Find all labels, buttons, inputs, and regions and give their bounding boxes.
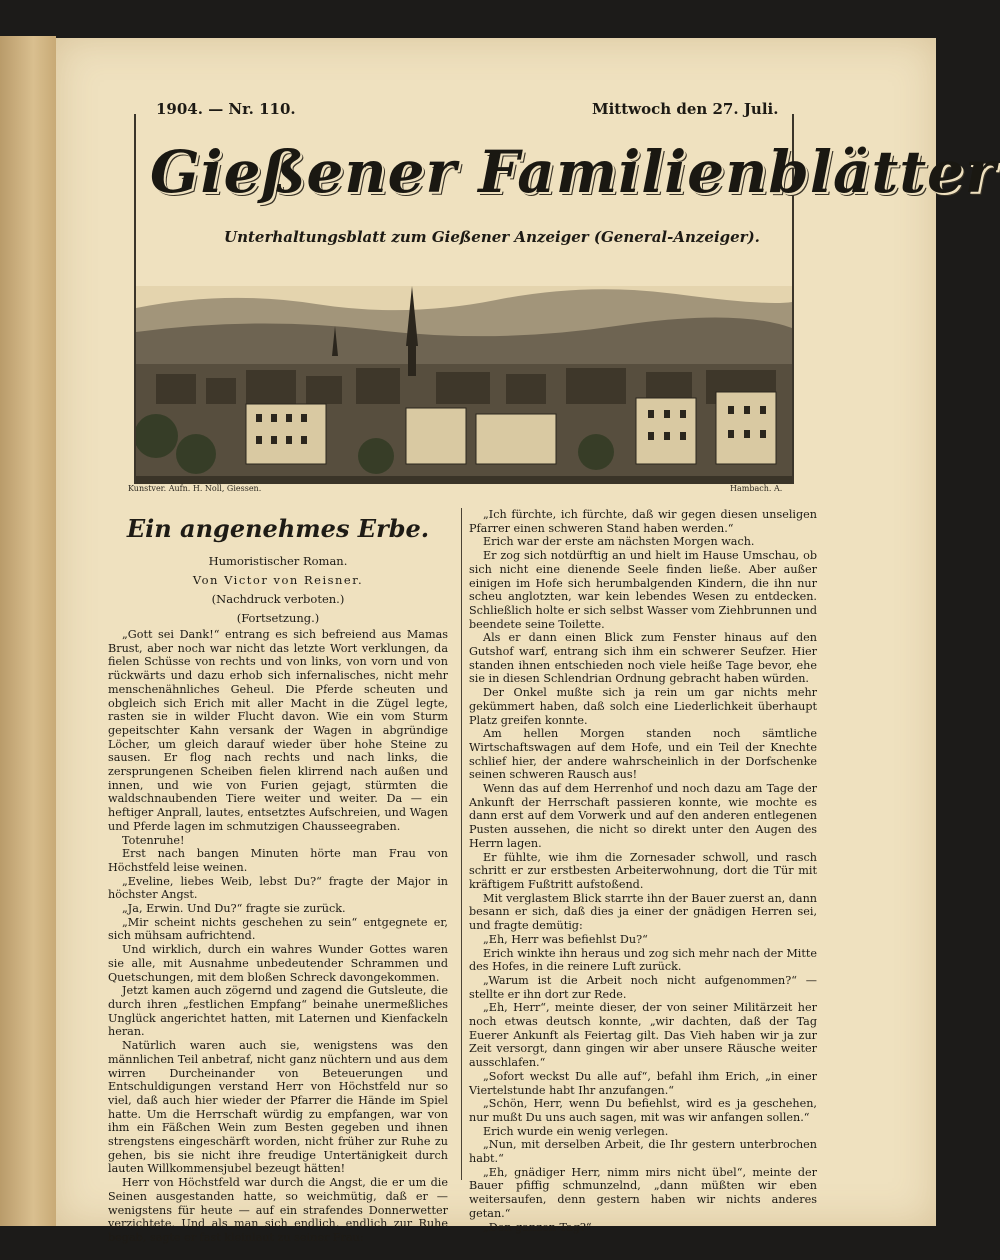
- article-right-column: [469, 508, 817, 1234]
- paragraph: Am hellen Morgen standen noch sämtliche Wirtschaftswagen auf dem Hofe, und ein Teil der Knechte schlief hier, der andere wahrscheinlich in der Dorfschenke seinen schweren Rausch aus!: [469, 727, 817, 782]
- paragraph: „Schön, Herr, wenn Du befiehlst, wird es ja geschehen, nur mußt Du uns auch sagen, mit was wir anfangen sollen.“: [469, 1097, 817, 1124]
- paragraph: „Warum ist die Arbeit noch nicht aufgenommen?“ — stellte er ihn dort zur Rede.: [469, 973, 817, 1001]
- paragraph: „Den ganzen Tag?“: [483, 1220, 592, 1234]
- continuation-note: (Fortsetzung.): [236, 611, 320, 625]
- paragraph: Herr von Höchstfeld war durch die Angst, die er um die Seinen ausgestanden hatte, so weichmütig, daß er — wenigstens für heute — auf ein strafendes Donnerwetter verzichtete. Und als man sich endlich, endlich zur Ruhe begab, sagte er fast kleinlaut zu seiner Frau:: [108, 1176, 448, 1244]
- paragraph: Der Onkel mußte sich ja rein um gar nichts mehr gekümmert haben, daß solch eine Liederlichkeit überhaupt Platz greifen konnte.: [469, 686, 817, 727]
- newspaper-page: [56, 38, 997, 1244]
- paragraph: Totenruhe!: [122, 833, 185, 847]
- paragraph: „Mir scheint nichts geschehen zu sein“ entgegnete er, sich mühsam aufrichtend.: [108, 915, 448, 943]
- issue-date: Mittwoch den 27. Juli.: [592, 100, 779, 118]
- paragraph: Jetzt kamen auch zögernd und zagend die Gutsleute, die durch ihren „festlichen Empfang“ beinahe unermeßliches Unglück angerichtet hatten, mit Laternen und Kienfackeln heran.: [108, 984, 448, 1039]
- masthead-title: Gießener Familienblätter: [150, 138, 997, 206]
- paragraph: „Sofort weckst Du alle auf“, befahl ihm Erich, „in einer Viertelstunde habt Ihr anzufangen.“: [469, 1069, 817, 1097]
- paragraph: Erst nach bangen Minuten hörte man Frau von Höchstfeld leise weinen.: [108, 847, 448, 874]
- paragraph: Als er dann einen Blick zum Fenster hinaus auf den Gutshof warf, entrang sich ihm ein schwerer Seufzer. Hier standen ihnen entschieden noch viele heiße Tage bevor, ehe sie in diesen Schlendrian Ordnung gebracht haben würden.: [469, 631, 817, 686]
- paragraph: „Gott sei Dank!“ entrang es sich befreiend aus Mamas Brust, aber noch war nicht das letzte Wort verklungen, da fielen Schüsse von rechts und von links, von vorn und von rückwärts und dazu erhob sich infernalisches, nicht mehr menschenähnliches Geheul. Die Pferde scheuten und obgleich sich Erich mit aller Macht in die Zügel legte, rasten sie in wilder Flucht davon. Wie ein vom Sturm gepeitschter Kahn versank der Wagen in abgründige Löcher, um gleich darauf wieder über hohe Steine zu sausen. Er flog nach rechts und nach links, die zersprungenen Scheiben fielen klirrend nach außen und innen, und wie von Furien gejagt, stürmten die waldschnaubenden Tiere weiter und weiter. Da — ein heftiger Anprall, lautes, entsetztes Aufschreien, und Wagen und Pferde lagen im schmutzigen Chausseegraben.: [108, 628, 448, 833]
- masthead-subtitle: Unterhaltungsblatt zum Gießener Anzeiger (General-Anzeiger).: [224, 228, 760, 246]
- paragraph: Mit verglastem Blick starrte ihn der Bauer zuerst an, dann besann er sich, daß dies ja einer der gnädigen Herren sei, und fragte demütig:: [469, 891, 818, 933]
- book-spine-edge: [0, 36, 56, 1226]
- paragraph: „Nun, mit derselben Arbeit, die Ihr gestern unterbrochen habt.“: [469, 1138, 817, 1166]
- engraver-signature: Hambach. A.: [730, 484, 783, 493]
- paragraph: „Ich fürchte, ich fürchte, daß wir gegen diesen unseligen Pfarrer einen schweren Stand haben werden.“: [469, 508, 817, 535]
- paragraph: Natürlich waren auch sie, wenigstens was den männlichen Teil anbetraf, nicht ganz nüchtern und aus dem wirren Durcheinander von Beteuerungen und Entschuldigungen verstand Herr von Höchstfeld nur so viel, daß auch hier wieder der Pfarrer die Hände im Spiel hatte. Um die Herrschaft würdig zu empfangen, war von ihm ein Fäßchen Wein zum Besten gegeben und ihnen strengstens eingeschärft worden, nicht früher zur Ruhe zu gehen, bis sie nicht ihre freudige Untertänigkeit durch lauten Willkommensjubel bezeugt hätten!: [108, 1039, 448, 1176]
- issue-number: 1904. — Nr. 110.: [156, 100, 296, 118]
- paragraph: Er fühlte, wie ihm die Zornesader schwoll, und rasch schritt er zur erstbesten Arbeiterwohnung, dort die Tür mit kräftigem Fußtritt aufstoßend.: [469, 850, 817, 891]
- paragraph: Erich war der erste am nächsten Morgen wach.: [483, 535, 755, 549]
- paragraph: „Eh, Herr“, meinte dieser, der von seiner Militärzeit her noch etwas deutsch konnte, „wir dachten, daß der Tag Euerer Ankunft als Feiertag gilt. Das Vieh haben wir ja zur Zeit versorgt, dann gingen wir aber unsere Räusche weiter ausschlafen.“: [469, 1001, 817, 1070]
- reprint-notice: (Nachdruck verboten.): [211, 592, 345, 606]
- article-left-column: [108, 512, 448, 1245]
- article-genre: Humoristischer Roman.: [208, 554, 348, 568]
- paragraph: Erich wurde ein wenig verlegen.: [483, 1124, 669, 1138]
- engraving-credit: Kunstver. Aufn. H. Noll, Giessen.: [128, 484, 262, 493]
- article-title: Ein angenehmes Erbe.: [126, 514, 430, 543]
- article-byline: Von Victor von Reisner.: [192, 573, 364, 587]
- paragraph: „Eveline, liebes Weib, lebst Du?“ fragte der Major in höchster Angst.: [108, 874, 448, 902]
- paragraph: „Eh, Herr was befiehlst Du?“: [483, 932, 648, 946]
- town-view-engraving: [136, 286, 792, 484]
- paragraph: Und wirklich, durch ein wahres Wunder Gottes waren sie alle, mit Ausnahme unbedeutender Schrammen und Quetschungen, mit dem bloßen Schreck davongekommen.: [108, 943, 448, 984]
- paragraph: Wenn das auf dem Herrenhof und noch dazu am Tage der Ankunft der Herrschaft passieren konnte, wie mochte es dann erst auf dem Vorwerk und auf den anderen entlegenen Pusten aussehen, die nicht so direkt unter den Augen des Herrn lagen.: [469, 782, 817, 850]
- paragraph: „Eh, gnädiger Herr, nimm mirs nicht übel“, meinte der Bauer pfiffig schmunzelnd, „dann müßten wir eben weitersaufen, denn gestern haben wir nichts anderes getan.“: [469, 1165, 817, 1220]
- column-divider: [461, 508, 462, 1180]
- paragraph: Erich winkte ihn heraus und zog sich mehr nach der Mitte des Hofes, in die reinere Luft zurück.: [469, 946, 817, 974]
- paragraph: „Ja, Erwin. Und Du?“ fragte sie zurück.: [122, 902, 346, 916]
- paragraph: Er zog sich notdürftig an und hielt im Hause Umschau, ob sich nicht eine dienende Seele finden ließe. Aber außer einigen im Hofe sich herumbalgenden Kindern, die ihn nur scheu anglotzten, war kein lebendes Wesen zu entdecken. Schließlich holte er sich selbst Wasser vom Ziehbrunnen und beendete seine Toilette.: [469, 549, 817, 631]
